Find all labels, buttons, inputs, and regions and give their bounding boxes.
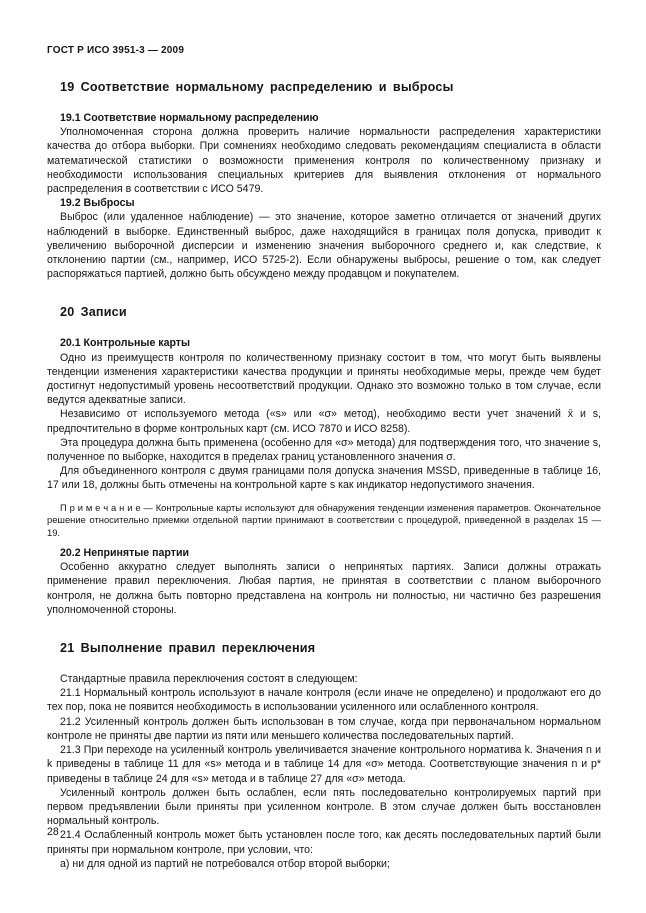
section-21-4-paragraph: 21.4 Ослабленный контроль может быть установлен после того, как десять последовательных партий были приняты при нормальном контроле, при условии, что: [47,829,601,856]
section-19-2-paragraph: Выброс (или удаленное наблюдение) — это значение, которое заметно отличается от значений других наблюдений в выборке. Единственный выброс, даже находящийся в границах поля допуска, приводит к увеличению выборочной дисперсии и изменению значения выборочного среднего и, как следствие, к отклонению партии (см., например, ИСО 5725-2). Если обнаружены выбросы, решение о том, как следует распоряжаться партией, должно быть обсуждено между продавцом и покупателем. [47,211,601,281]
section-19-title: 19 Соответствие нормальному распределению и выбросы [60,80,454,94]
section-19-2-heading: 19.2 Выбросы [60,197,135,210]
section-20-2-paragraph: Особенно аккуратно следует выполнять записи о непринятых партиях. Записи должны отражать применение правил переключения. Любая партия, не принятая в соответствии с планом выборочного контроля, не должна быть повторно представлена на контроль ни полностью, ни частично без разрешения уполномоченной стороны. [47,561,601,616]
page-number: 28 [47,826,59,838]
section-21-3-paragraph-2: Усиленный контроль должен быть ослаблен, если пять последовательно контролируемых партий при первом предъявлении были приняты при усиленном контроле. В этом случае должен быть восстановлен нормальный контроль. [47,786,601,828]
section-19-1-heading: 19.1 Соответствие нормальному распределению [60,112,319,124]
section-20-1-heading: 20.1 Контрольные карты [60,337,191,350]
section-21-1-paragraph: 21.1 Нормальный контроль используют в начале контроля (если иначе не определено) и продолжают его до тех пор, пока не появится необходимость в использовании усиленного или ослабленного контроля. [47,687,601,714]
section-19-1-paragraph: Уполномоченная сторона должна проверить наличие нормальности распределения характеристики качества до отбора выборки. При сомнениях необходимо следовать рекомендациям специалиста в области математической статистики о возможности применения контроля по количественному признаку и необходимости использования специальных критериев для выявления отклонения от нормального распределения в соответствии с ИСО 5479. [47,126,601,196]
section-20-1-paragraph-2: Независимо от используемого метода («s» или «σ» метод), необходимо вести учет значений x̄ и s, предпочтительно в форме контрольных карт (см. ИСО 7870 и ИСО 8258). [47,408,601,435]
section-20-title: 20 Записи [60,305,127,320]
section-20-2-heading: 20.2 Непринятые партии [60,547,189,560]
section-21-3-paragraph: 21.3 При переходе на усиленный контроль увеличивается значение контрольного норматива k. Значения n и k приведены в таблице 11 для «s» метода и в таблице 14 для «σ» метода. Соответствующие значения n и p* приведены в таблице 24 для «s» метода и в таблице 27 для «σ» метода. [47,744,601,785]
section-20-note: П р и м е ч а н и е — Контрольные карты используют для обнаружения тенденции изменения параметров. Окончательное решение относительно приемки отдельной партии принимают в соответствии с процедурой, приведенной в разделах 15 — 19. [47,501,601,539]
section-20-1-paragraph-1: Одно из преимуществ контроля по количественному признаку состоит в том, что могут быть выявлены тенденции изменения характеристики качества продукции и приняты необходимые меры, прежде чем будет достигнут недопустимый уровень несоответствий продукции. Однако это возможно только в том случае, если ведутся адекватные записи. [47,351,601,407]
section-20-1-paragraph-4: Для объединенного контроля с двумя границами поля допуска значения MSSD, приведенные в таблице 16, 17 или 18, должны быть отмечены на контрольной карте s как индикатор недопустимого значения. [47,465,601,492]
section-20-1-paragraph-3: Эта процедура должна быть применена (особенно для «σ» метода) для подтверждения того, что значение s, полученное по выборке, находится в пределах границ установленного значения σ. [47,436,601,464]
section-21-title: 21 Выполнение правил переключения [60,641,316,656]
doc-header: ГОСТ Р ИСО 3951-3 — 2009 [47,45,185,56]
section-21-2-paragraph: 21.2 Усиленный контроль должен быть использован в том случае, когда при первоначальном нормальном контроле не приняты две партии из пяти или меньшего количества последовательных партий. [47,715,601,742]
section-21-list-item-a: а) ни для одной из партий не потребовался отбор второй выборки; [60,857,390,870]
section-21-intro: Стандартные правила переключения состоят в следующем: [60,673,358,686]
